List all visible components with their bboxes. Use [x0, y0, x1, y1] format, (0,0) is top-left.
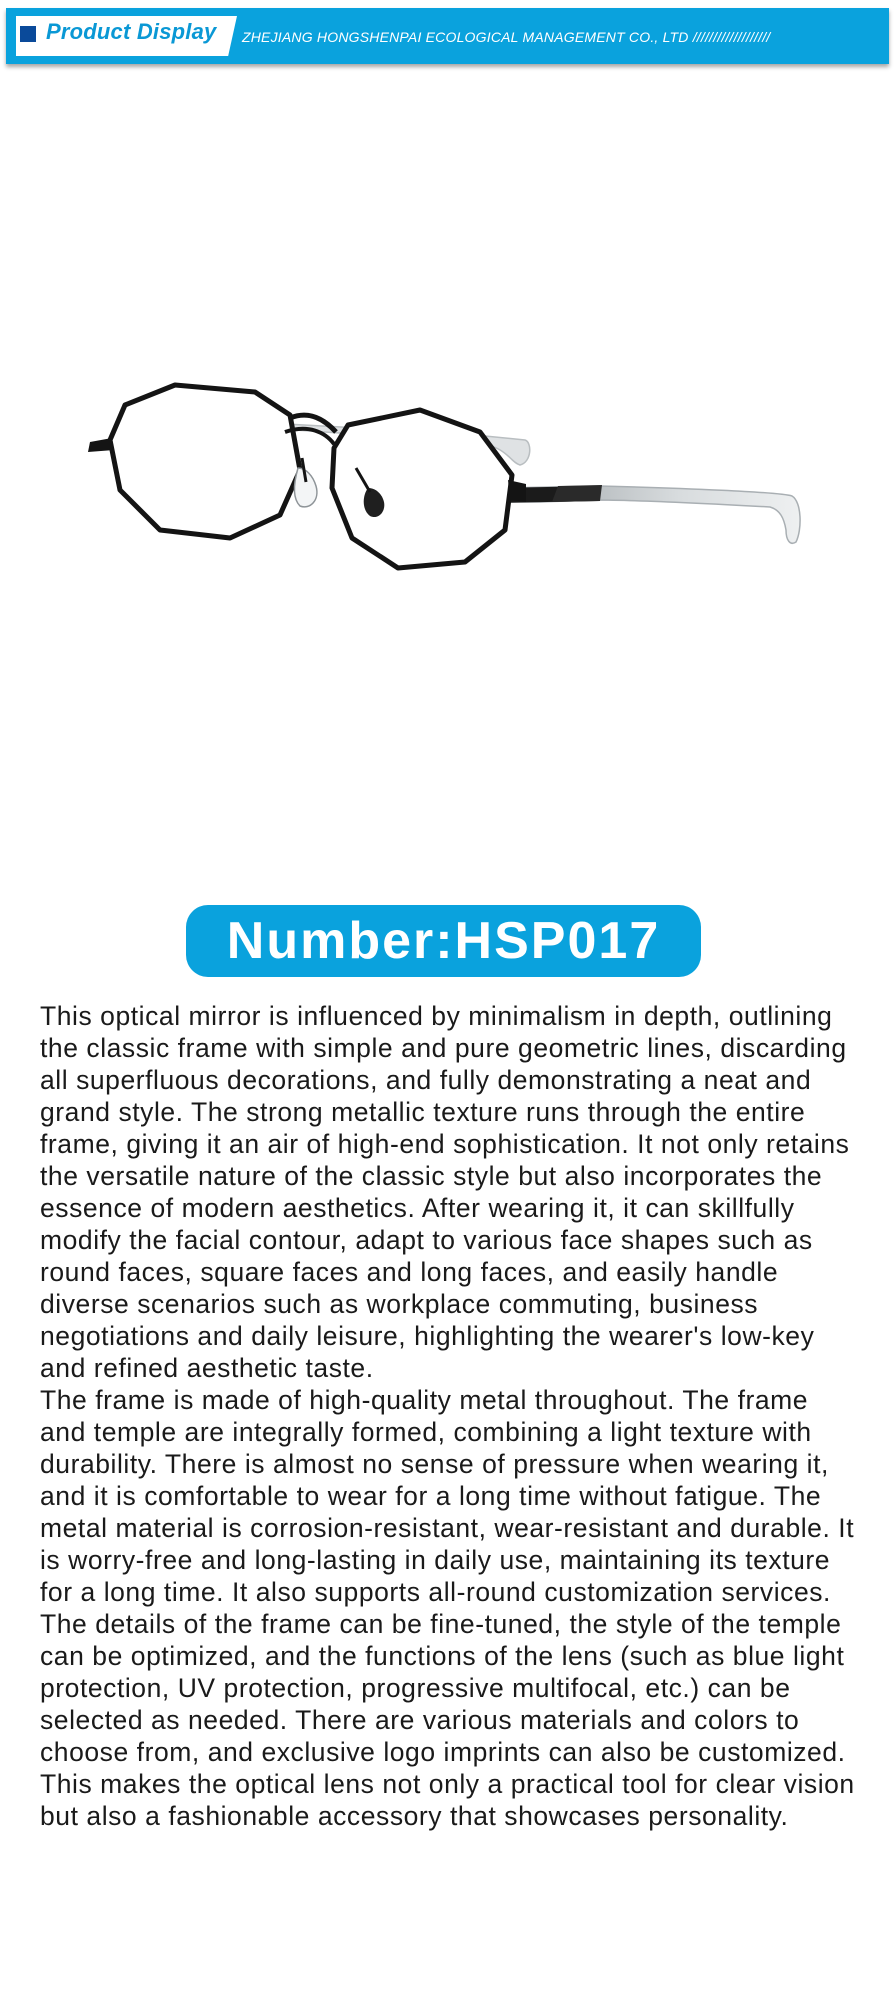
product-description: [40, 1000, 860, 1832]
eyeglasses-image: [80, 370, 820, 640]
section-header-banner: [6, 8, 889, 64]
product-number-badge: Number:HSP017: [186, 905, 701, 977]
header-title: Product Display: [46, 19, 217, 44]
description-paragraph: This optical mirror is influenced by minimalism in depth, outlining the classic frame with simple and pure geometric lines, discarding all superfluous decorations, and fully demonstrating a neat and grand style. The strong metallic texture runs through the entire frame, giving it an air of high-end sophistication. It not only retains the versatile nature of the classic style but also incorporates the essence of modern aesthetics. After wearing it, it can skillfully modify the facial contour, adapt to various face shapes such as round faces, square faces and long faces, and easily handle diverse scenarios such as workplace commuting, business negotiations and daily leisure, highlighting the wearer's low-key and refined aesthetic taste.: [40, 1001, 850, 1383]
company-name: ZHEJIANG HONGSHENPAI ECOLOGICAL MANAGEMENT CO., LTD ///////////////////: [242, 29, 771, 45]
description-paragraph: The frame is made of high-quality metal throughout. The frame and temple are integrally formed, combining a light texture with durability. There is almost no sense of pressure when wearing it, and it is comfortable to wear for a long time without fatigue. The metal material is corrosion-resistant, wear-resistant and durable. It is worry-free and long-lasting in daily use, maintaining its texture for a long time. It also supports all-round customization services. The details of the frame can be fine-tuned, the style of the temple can be optimized, and the functions of the lens (such as blue light protection, UV protection, progressive multifocal, etc.) can be selected as needed. There are various materials and colors to choose from, and exclusive logo imprints can also be customized. This makes the optical lens not only a practical tool for clear vision but also a fashionable accessory that showcases personality.: [40, 1385, 855, 1831]
square-bullet-icon: [20, 26, 36, 42]
